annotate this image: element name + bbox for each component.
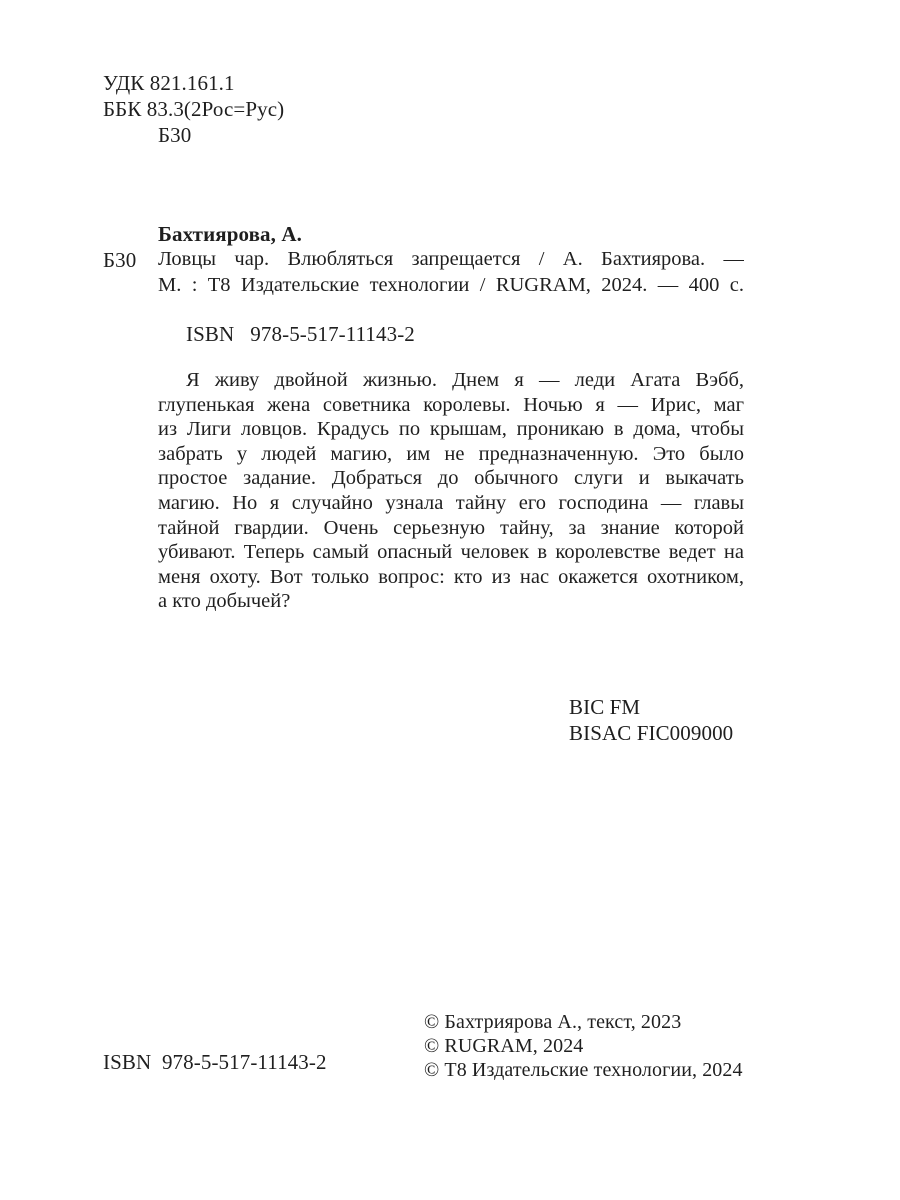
annotation-line: а кто добычей? <box>158 590 291 613</box>
bbk-code: ББК 83.3(2Рос=Рус) <box>103 97 285 121</box>
annotation-line: меня охоту. Вот только вопрос: кто из нас окажется охотником, <box>158 565 744 588</box>
bibliographic-description <box>158 246 744 298</box>
book-annotation <box>158 368 744 614</box>
annotation-line: магию. Но я случайно узнала тайну его господина — главы <box>158 491 744 514</box>
author-mark-card: Б30 <box>103 248 137 272</box>
bisac-code: BISAC FIC009000 <box>569 721 734 745</box>
annotation-line: простое задание. Добраться до обычного слуги и выкачать <box>158 467 744 490</box>
card-isbn: ISBN 978-5-517-11143-2 <box>186 322 415 346</box>
annotation-line: глупенькая жена советника королевы. Ночью я — Ирис, маг <box>158 393 744 416</box>
description-line: Ловцы чар. Влюбляться запрещается / А. Бахтиярова. — <box>158 248 744 270</box>
annotation-line: из Лиги ловцов. Крадусь по крышам, проникаю в дома, чтобы <box>158 418 744 441</box>
annotation-line: тайной гвардии. Очень серьезную тайну, за знание которой <box>158 516 744 539</box>
copyright-line: © Т8 Издательские технологии, 2024 <box>424 1059 743 1081</box>
annotation-line: забрать у людей магию, им не предназначенную. Это было <box>158 442 744 465</box>
bic-code: BIC FM <box>569 695 641 719</box>
annotation-line: Я живу двойной жизнью. Днем я — леди Агата Вэбб, <box>186 369 744 391</box>
footer-isbn: ISBN 978-5-517-11143-2 <box>103 1050 327 1074</box>
annotation-line: убивают. Теперь самый опасный человек в королевстве ведет на <box>158 541 744 564</box>
author-heading: Бахтиярова, А. <box>158 222 302 246</box>
author-mark-top: Б30 <box>158 123 192 147</box>
copyright-line: © RUGRAM, 2024 <box>424 1035 584 1057</box>
udk-code: УДК 821.161.1 <box>103 71 235 95</box>
description-line: М. : Т8 Издательские технологии / RUGRAM, 2024. — 400 с. <box>158 274 744 297</box>
copyright-line: © Бахтриярова А., текст, 2023 <box>424 1011 682 1033</box>
